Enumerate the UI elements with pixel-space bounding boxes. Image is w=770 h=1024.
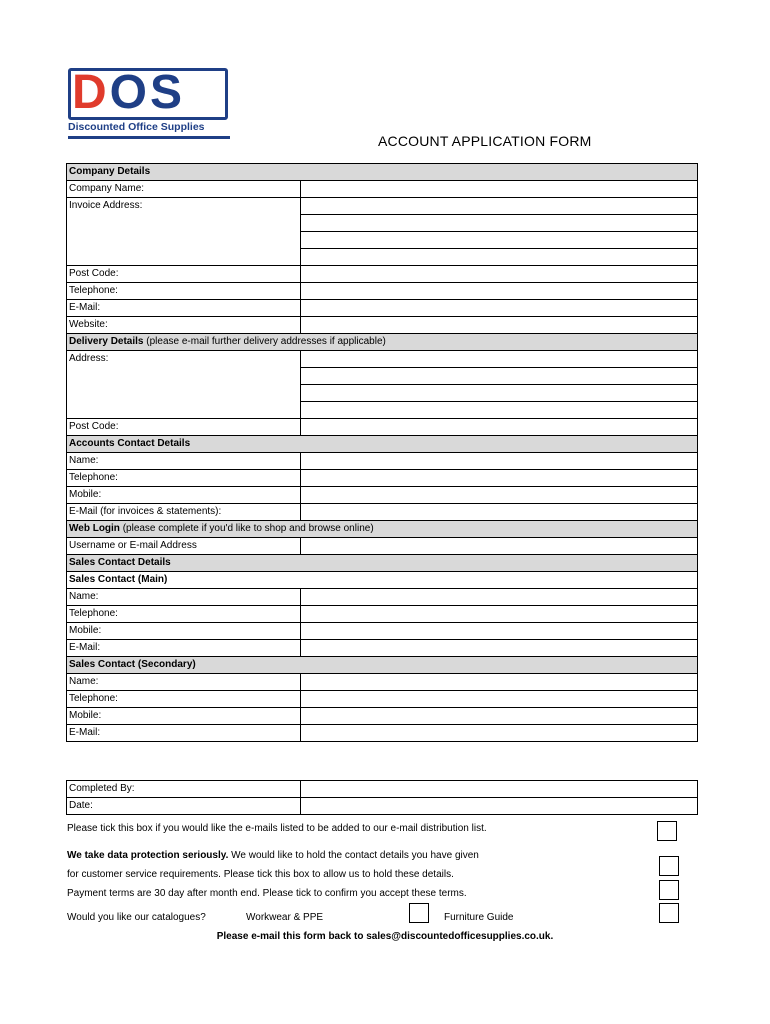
section-delivery-details bbox=[67, 334, 698, 351]
field-label: E-Mail: bbox=[67, 300, 301, 317]
section-header: Accounts Contact Details bbox=[67, 436, 698, 453]
invoice-address-line-3[interactable] bbox=[301, 232, 698, 249]
sales-main-telephone-field[interactable] bbox=[301, 606, 698, 623]
row-email bbox=[67, 300, 698, 317]
section-header-title: Delivery Details bbox=[69, 336, 144, 347]
row-company-name bbox=[67, 181, 698, 198]
data-protection-text bbox=[67, 850, 479, 861]
logo-tagline: Discounted Office Supplies bbox=[68, 121, 205, 133]
row-website bbox=[67, 317, 698, 334]
field-label: E-Mail: bbox=[67, 640, 301, 657]
delivery-post-code-field[interactable] bbox=[301, 419, 698, 436]
delivery-address-line-3[interactable] bbox=[301, 385, 698, 402]
sales-main-email-field[interactable] bbox=[301, 640, 698, 657]
logo-letter-d: D bbox=[72, 66, 110, 119]
data-protection-text-2: for customer service requirements. Please tick this box to allow us to hold these details. bbox=[67, 869, 454, 880]
row-post-code bbox=[67, 266, 698, 283]
row-sales-main-mobile bbox=[67, 623, 698, 640]
field-label: Username or E-mail Address bbox=[67, 538, 301, 555]
logo-letter-o: O bbox=[109, 66, 151, 119]
invoice-address-line-1[interactable] bbox=[301, 198, 698, 215]
section-header: Sales Contact Details bbox=[67, 555, 698, 572]
company-website-field[interactable] bbox=[301, 317, 698, 334]
row-accounts-name bbox=[67, 453, 698, 470]
section-web-login bbox=[67, 521, 698, 538]
field-label: Website: bbox=[67, 317, 301, 334]
sales-secondary-telephone-field[interactable] bbox=[301, 691, 698, 708]
date-field[interactable] bbox=[301, 798, 698, 815]
sales-secondary-mobile-field[interactable] bbox=[301, 708, 698, 725]
subsection-header: Sales Contact (Secondary) bbox=[67, 657, 698, 674]
accounts-email-field[interactable] bbox=[301, 504, 698, 521]
field-label: Company Name: bbox=[67, 181, 301, 198]
field-label: Completed By: bbox=[67, 781, 301, 798]
workwear-label: Workwear & PPE bbox=[246, 912, 324, 923]
sales-main-mobile-field[interactable] bbox=[301, 623, 698, 640]
delivery-address-line-4[interactable] bbox=[301, 402, 698, 419]
logo-letters bbox=[72, 66, 186, 119]
form-title: ACCOUNT APPLICATION FORM bbox=[378, 133, 592, 149]
row-sales-main-email bbox=[67, 640, 698, 657]
workwear-checkbox[interactable] bbox=[409, 903, 429, 923]
field-label: Telephone: bbox=[67, 691, 301, 708]
catalogues-question: Would you like our catalogues? bbox=[67, 912, 206, 923]
row-sales-main-name bbox=[67, 589, 698, 606]
row-accounts-telephone bbox=[67, 470, 698, 487]
row-invoice-address bbox=[67, 198, 698, 215]
data-protection-body: We would like to hold the contact details you have given bbox=[228, 850, 479, 861]
field-label: Mobile: bbox=[67, 708, 301, 725]
field-label: E-Mail: bbox=[67, 725, 301, 742]
row-accounts-email bbox=[67, 504, 698, 521]
row-username bbox=[67, 538, 698, 555]
application-form-table bbox=[66, 163, 698, 742]
footer-instruction: Please e-mail this form back to sales@discountedofficesupplies.co.uk. bbox=[216, 931, 554, 942]
field-label: Invoice Address: bbox=[67, 198, 301, 266]
field-label: Name: bbox=[67, 589, 301, 606]
subsection-sales-main bbox=[67, 572, 698, 589]
field-label: Telephone: bbox=[67, 283, 301, 300]
section-header-note: (please complete if you'd like to shop and browse online) bbox=[119, 523, 374, 534]
section-header-note: (please e-mail further delivery addresses if applicable) bbox=[143, 336, 386, 347]
delivery-address-line-2[interactable] bbox=[301, 368, 698, 385]
field-label: E-Mail (for invoices & statements): bbox=[67, 504, 301, 521]
company-post-code-field[interactable] bbox=[301, 266, 698, 283]
field-label: Address: bbox=[67, 351, 301, 419]
company-email-field[interactable] bbox=[301, 300, 698, 317]
field-label: Mobile: bbox=[67, 487, 301, 504]
company-telephone-field[interactable] bbox=[301, 283, 698, 300]
sales-secondary-name-field[interactable] bbox=[301, 674, 698, 691]
row-sales-sec-mobile bbox=[67, 708, 698, 725]
field-label: Telephone: bbox=[67, 606, 301, 623]
logo-letter-s: S bbox=[150, 66, 186, 119]
accounts-name-field[interactable] bbox=[301, 453, 698, 470]
delivery-address-line-1[interactable] bbox=[301, 351, 698, 368]
sales-main-name-field[interactable] bbox=[301, 589, 698, 606]
distribution-list-checkbox[interactable] bbox=[657, 821, 677, 841]
subsection-header: Sales Contact (Main) bbox=[67, 572, 698, 589]
sales-secondary-email-field[interactable] bbox=[301, 725, 698, 742]
data-protection-checkbox[interactable] bbox=[659, 856, 679, 876]
logo-underline bbox=[68, 136, 230, 139]
section-company-details bbox=[67, 164, 698, 181]
section-header-title: Web Login bbox=[69, 523, 120, 534]
row-completed-by bbox=[67, 781, 698, 798]
row-accounts-mobile bbox=[67, 487, 698, 504]
distribution-consent-text: Please tick this box if you would like the e-mails listed to be added to our e-mail distribution list. bbox=[67, 823, 487, 834]
row-date bbox=[67, 798, 698, 815]
field-label: Post Code: bbox=[67, 266, 301, 283]
accounts-mobile-field[interactable] bbox=[301, 487, 698, 504]
row-telephone bbox=[67, 283, 698, 300]
row-sales-sec-telephone bbox=[67, 691, 698, 708]
payment-terms-checkbox[interactable] bbox=[659, 880, 679, 900]
invoice-address-line-4[interactable] bbox=[301, 249, 698, 266]
section-header bbox=[67, 521, 698, 538]
section-sales-contact bbox=[67, 555, 698, 572]
invoice-address-line-2[interactable] bbox=[301, 215, 698, 232]
row-sales-sec-name bbox=[67, 674, 698, 691]
field-label: Telephone: bbox=[67, 470, 301, 487]
username-field[interactable] bbox=[301, 538, 698, 555]
section-accounts-contact bbox=[67, 436, 698, 453]
field-label: Post Code: bbox=[67, 419, 301, 436]
accounts-telephone-field[interactable] bbox=[301, 470, 698, 487]
section-header bbox=[67, 334, 698, 351]
subsection-sales-secondary bbox=[67, 657, 698, 674]
furniture-checkbox[interactable] bbox=[659, 903, 679, 923]
payment-terms-text: Payment terms are 30 day after month end. Please tick to confirm you accept these terms. bbox=[67, 888, 467, 899]
row-sales-sec-email bbox=[67, 725, 698, 742]
field-label: Name: bbox=[67, 453, 301, 470]
completed-by-field[interactable] bbox=[301, 781, 698, 798]
section-header: Company Details bbox=[67, 164, 698, 181]
furniture-label: Furniture Guide bbox=[444, 912, 514, 923]
row-sales-main-telephone bbox=[67, 606, 698, 623]
field-label: Date: bbox=[67, 798, 301, 815]
company-logo bbox=[68, 68, 230, 144]
data-protection-bold: We take data protection seriously. bbox=[67, 850, 229, 861]
row-delivery-post-code bbox=[67, 419, 698, 436]
company-name-field[interactable] bbox=[301, 181, 698, 198]
field-label: Mobile: bbox=[67, 623, 301, 640]
completion-table bbox=[66, 780, 698, 815]
row-delivery-address bbox=[67, 351, 698, 368]
field-label: Name: bbox=[67, 674, 301, 691]
